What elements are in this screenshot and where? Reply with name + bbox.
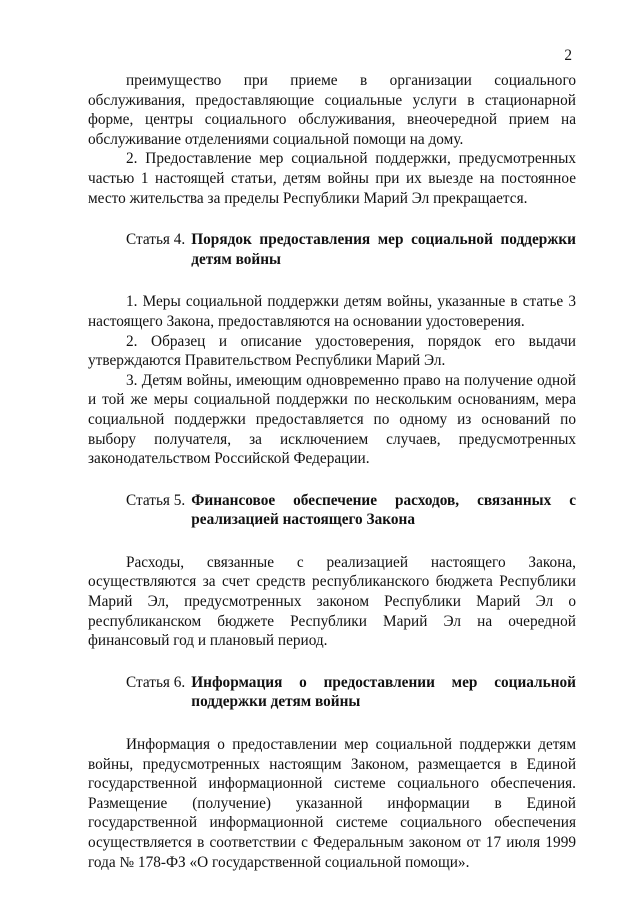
article-title: Порядок предоставления мер социальной поддержки детям войны [191, 231, 576, 268]
paragraph: 2. Образец и описание удостоверения, порядок его выдачи утверждаются Правительством Республики Марий Эл. [88, 332, 576, 370]
paragraph: 1. Меры социальной поддержки детям войны, указанные в статье 3 настоящего Закона, предоставляются на основании удостоверения. [88, 293, 576, 330]
article-label: Статья 6. [126, 673, 186, 691]
article-label: Статья 4. [126, 231, 186, 249]
paragraph: Расходы, связанные с реализацией настоящего Закона, осуществляются за счет средств республиканского бюджета Республики Марий Эл, предусмотренных законом Республики Марий Эл о республиканском бюджете Республики Марий Эл на очередной финансовый год и плановый период. [88, 553, 576, 650]
page-number: 2 [564, 47, 572, 64]
paragraph: преимущество при приеме в организации социального обслуживания, предоставляющие социальные услуги в стационарной форме, центры социального обслуживания, внеочередной прием на обслуживание отделениями социальной помощи на дому. [88, 72, 576, 148]
paragraph: Информация о предоставлении мер социальной поддержки детям войны, предусмотренных настоящим Законом, размещается в Единой государственной информационной системе социального обеспечения. Размещение (получение) указанной информации в Единой государственной информационной системе социального обеспечения осуществляется в соответствии с Федеральным законом от 17 июля 1999 года № 178-ФЗ «О государственной социальной помощи». [88, 736, 576, 871]
article-heading-5 [88, 491, 576, 530]
paragraph: 2. Предоставление мер социальной поддержки, предусмотренных частью 1 настоящей статьи, детям войны при их выезде на постоянное место жительства за пределы Республики Марий Эл прекращается. [88, 150, 576, 207]
article-heading-6 [88, 673, 576, 712]
article-title: Финансовое обеспечение расходов, связанных с реализацией настоящего Закона [191, 491, 576, 529]
document-body [88, 71, 576, 872]
article-title: Информация о предоставлении мер социальной поддержки детям войны [191, 673, 576, 711]
article-label: Статья 5. [126, 491, 186, 509]
paragraph: 3. Детям войны, имеющим одновременно право на получение одной и той же меры социальной поддержки по нескольким основаниям, мера социальной поддержки предоставляется по одному из оснований по выбору получателя, за исключением случаев, предусмотренных законодательством Российской Федерации. [88, 371, 576, 468]
article-heading-4 [88, 230, 576, 269]
